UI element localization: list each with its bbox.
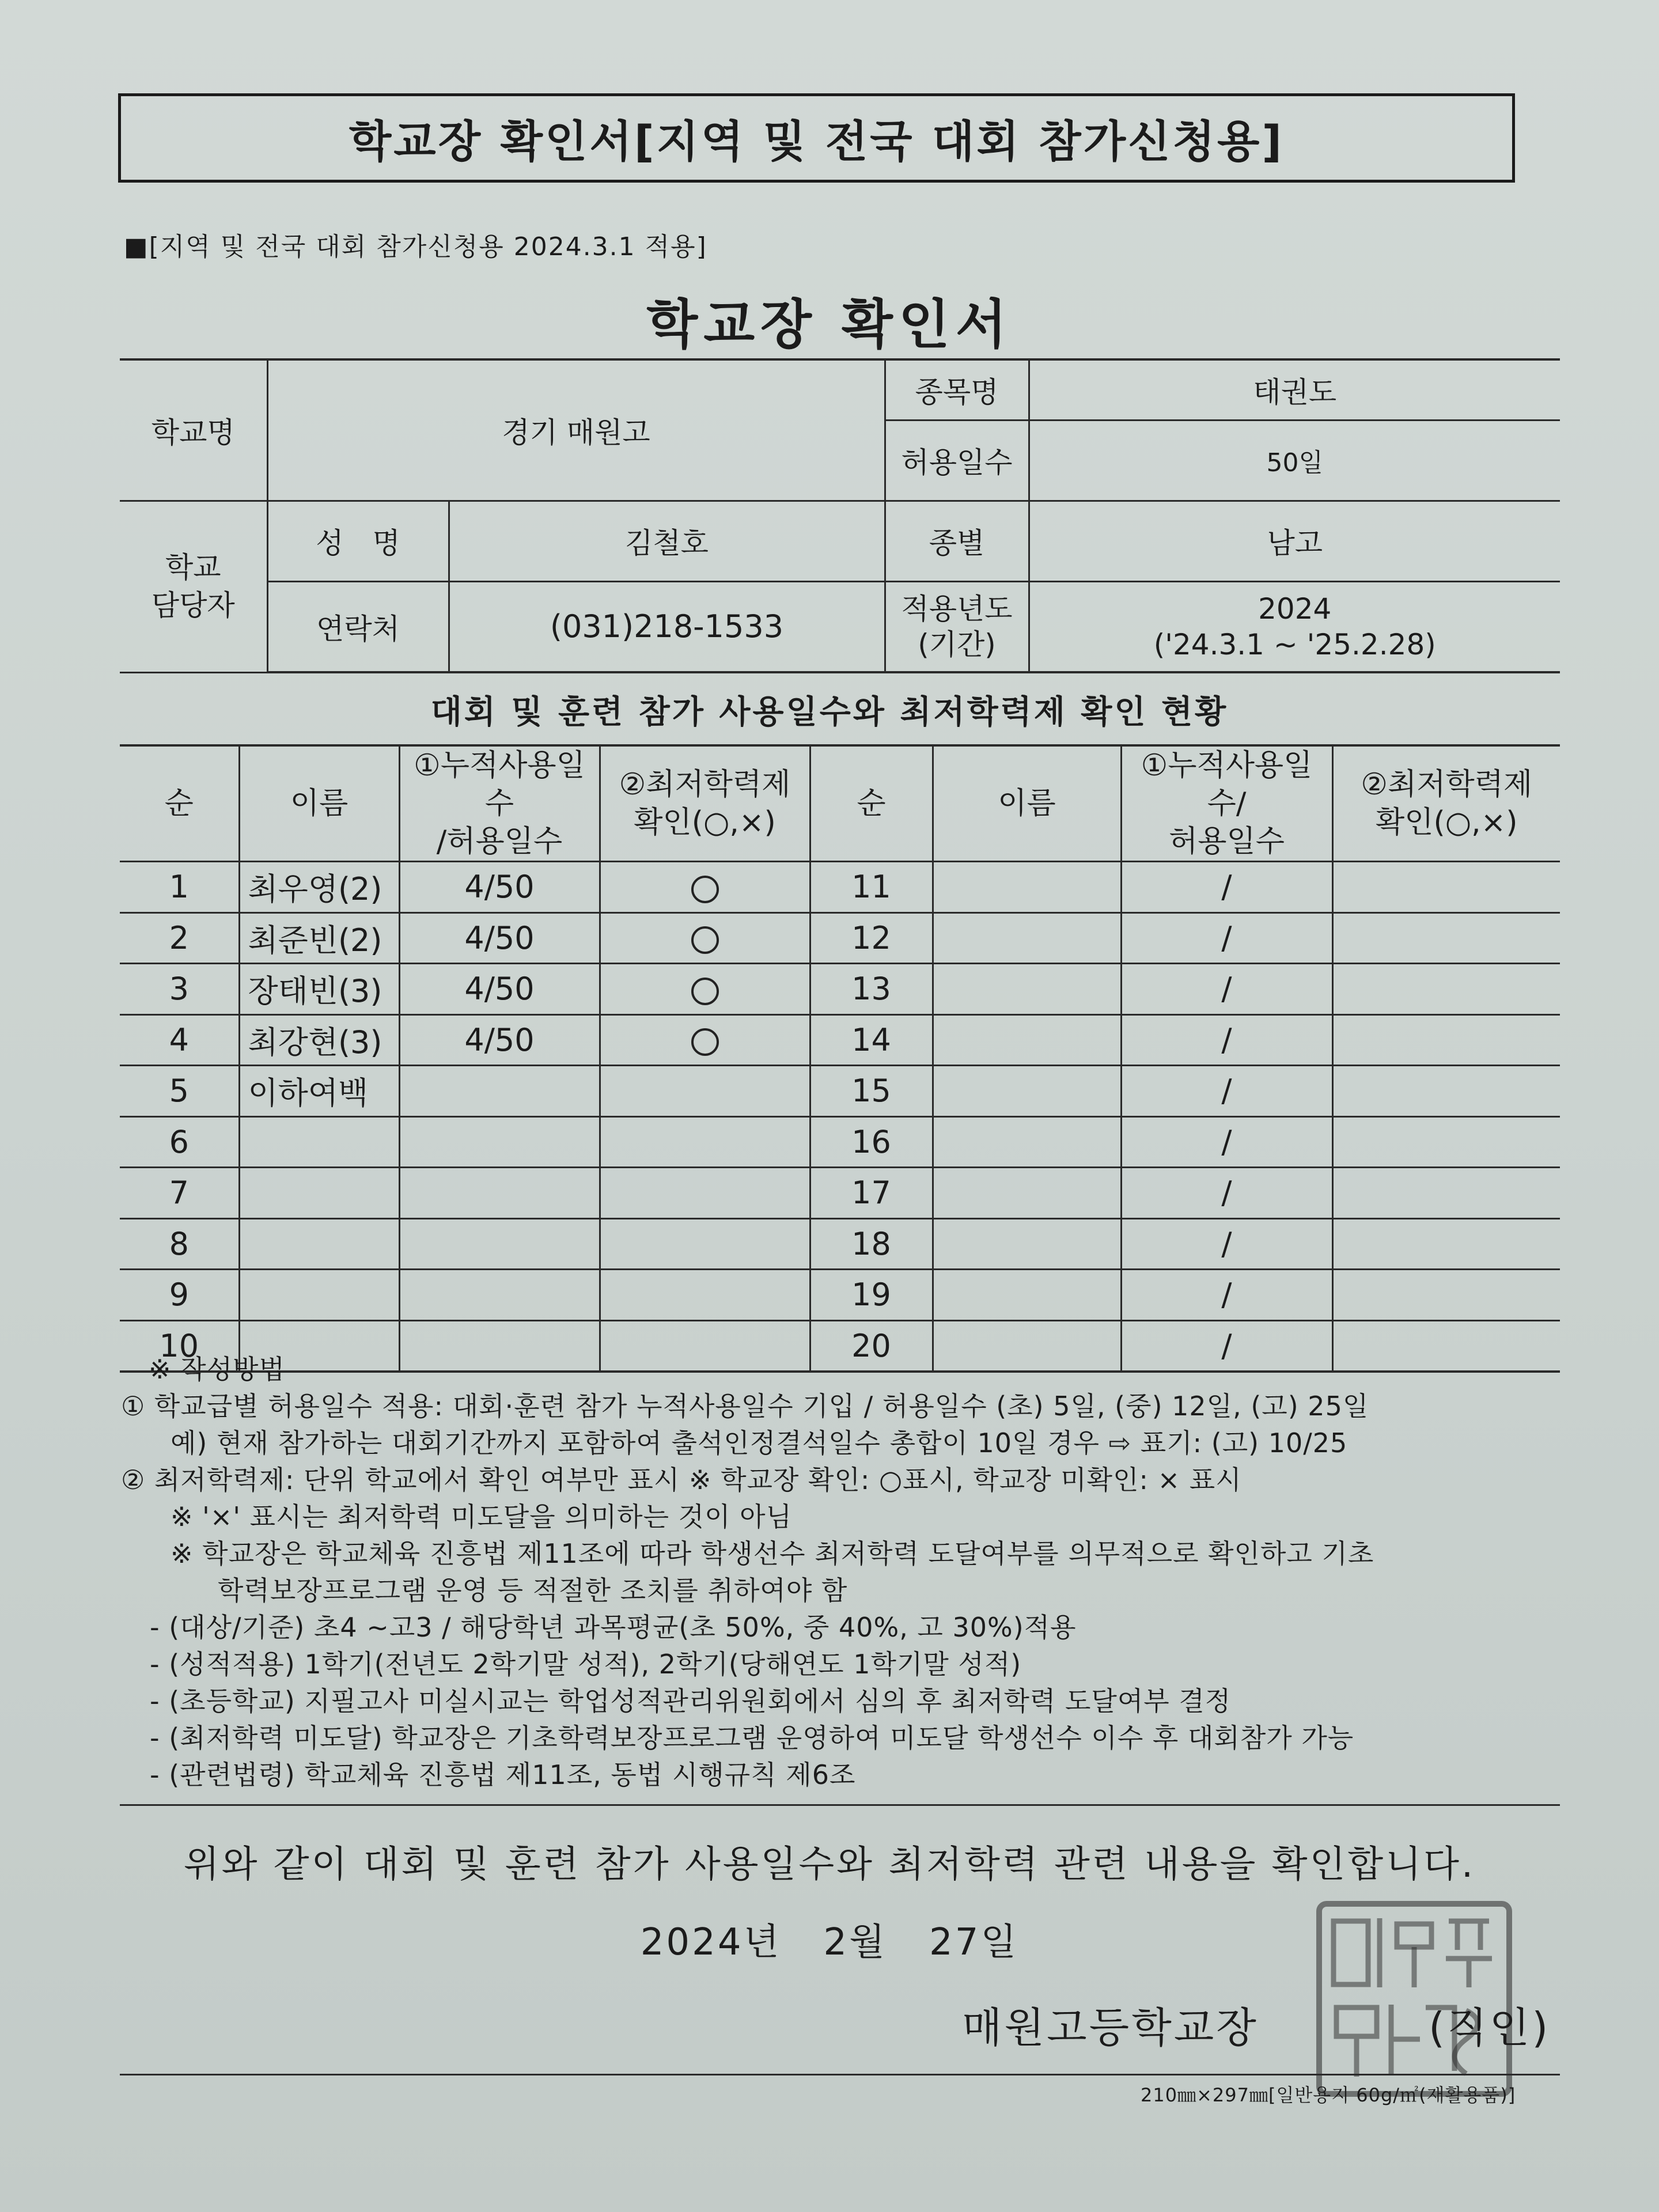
table-row [120,862,1560,913]
row-no: 8 [120,1218,239,1270]
guide-detail-below-minimum: - (최저학력 미도달) 학교장은 기초학력보장프로그램 운영하여 미도달 학생선수 이수 후 대회참가 가능 [150,1722,1354,1753]
table-row [120,912,1560,964]
row-no: 10 [120,1320,239,1372]
guide-detail-elementary: - (초등학교) 지필고사 미실시교는 학업성적관리위원회에서 심의 후 최저학력 도달여부 결정 [150,1685,1232,1717]
issue-date: 2024년 2월 27일 [640,1921,1019,1964]
document-title: 학교장 확인서 [646,294,1013,355]
row-no: 1 [120,862,239,913]
row-check-right [1332,1168,1560,1219]
row-name-right [933,1014,1121,1066]
row-check [600,1218,810,1270]
table-row [120,964,1560,1015]
row-name: 최준빈(2) [239,912,399,964]
row-name [239,1270,399,1321]
row-name [239,1218,399,1270]
row-check-right [1332,1066,1560,1117]
row-no-right: 15 [810,1066,933,1117]
row-no-right: 14 [810,1014,933,1066]
row-check-right [1332,1270,1560,1321]
event-value: 태권도 [1029,359,1560,420]
row-check [600,1270,810,1321]
guide-item-1-example: 예) 현재 참가하는 대회기간까지 포함하여 출석인정결석일수 총합이 10일 경우 ⇨ 표기: (고) 10/25 [171,1427,1348,1459]
participation-table [120,744,1560,1373]
notes-divider [120,1804,1560,1806]
contact-value: (031)218-1533 [449,581,885,672]
header-no: 순 [120,745,239,862]
row-days-right: / [1121,1320,1332,1372]
row-no: 7 [120,1168,239,1219]
school-name-value: 경기 매원고 [267,359,885,501]
row-check-right [1332,1218,1560,1270]
category-label: 종별 [885,501,1029,581]
school-manager-label: 학교 담당자 [120,501,267,672]
row-name-right [933,1218,1121,1270]
check-circle-mark [691,876,719,903]
row-name: 최우영(2) [239,862,399,913]
row-check-right [1332,912,1560,964]
row-name-right [933,862,1121,913]
row-days-right: / [1121,1066,1332,1117]
table-row [120,1218,1560,1270]
guide-title: ※ 작성방법 [149,1354,285,1385]
row-name: 최강현(3) [239,1014,399,1066]
row-check [600,1014,810,1066]
row-name [239,1116,399,1168]
row-check [600,1066,810,1117]
row-days [399,1218,600,1270]
row-days [399,1066,600,1117]
row-no-right: 17 [810,1168,933,1219]
table-header-row [120,745,1560,862]
row-days-right: / [1121,1116,1332,1168]
header-days-right: ①누적사용일수/ 허용일수 [1121,745,1332,862]
row-no-right: 19 [810,1270,933,1321]
table-row [120,1014,1560,1066]
allowed-days-label: 허용일수 [885,420,1029,501]
row-days [399,1168,600,1219]
apply-period-value: ('24.3.1 ~ '25.2.28) [1153,627,1436,661]
row-days-right: / [1121,964,1332,1015]
row-days-right: / [1121,1218,1332,1270]
manager-name-label: 성 명 [267,501,449,581]
row-no: 4 [120,1014,239,1066]
guide-item-2-note-2: ※ 학교장은 학교체육 진흥법 제11조에 따라 학생선수 최저학력 도달여부를 의무적으로 확인하고 기초 [171,1538,1374,1569]
event-label: 종목명 [885,359,1029,420]
row-days-right: / [1121,1270,1332,1321]
guide-detail-law: - (관련법령) 학교체육 진흥법 제11조, 동법 시행규칙 제6조 [150,1759,856,1790]
guide-item-2: ② 최저학력제: 단위 학교에서 확인 여부만 표시 ※ 학교장 확인: ○표시, 학교장 미확인: × 표시 [121,1464,1242,1495]
row-check [600,1168,810,1219]
confirmation-statement: 위와 같이 대회 및 훈련 참가 사용일수와 최저학력 관련 내용을 확인합니다. [183,1843,1476,1886]
guide-item-2-note-2-cont: 학력보장프로그램 운영 등 적절한 조치를 취하여야 함 [218,1575,848,1606]
manager-name-value: 김철호 [449,501,885,581]
row-no-right: 20 [810,1320,933,1372]
form-subnote: ■[지역 및 전국 대회 참가신청용 2024.3.1 적용] [124,232,707,262]
paper-spec-footer: 210㎜×297㎜[일반용지 60g/㎡(재활용품)] [1141,2084,1516,2106]
row-no-right: 16 [810,1116,933,1168]
guide-detail-grades: - (성적적용) 1학기(전년도 2학기말 성적), 2학기(당해연도 1학기말 성적) [150,1649,1022,1680]
row-name-right [933,1116,1121,1168]
row-no: 2 [120,912,239,964]
row-days-right: / [1121,1168,1332,1219]
header-no-right: 순 [810,745,933,862]
row-no: 9 [120,1270,239,1321]
apply-year-label: 적용년도 (기간) [885,581,1029,672]
row-name-right [933,912,1121,964]
school-info-table [120,358,1560,673]
row-check [600,1116,810,1168]
header-title-box [118,93,1515,183]
header-name: 이름 [239,745,399,862]
table-row [120,1270,1560,1321]
header-title: 학교장 확인서[지역 및 전국 대회 참가신청용] [349,116,1285,167]
table-row [120,1116,1560,1168]
row-name-right [933,1066,1121,1117]
row-days: 4/50 [399,1014,600,1066]
check-circle-mark [691,978,719,1005]
row-days-right: / [1121,1014,1332,1066]
apply-year-cell [1029,581,1560,672]
row-days [399,1270,600,1321]
row-no: 3 [120,964,239,1015]
row-days: 4/50 [399,862,600,913]
allowed-days-value: 50일 [1029,420,1560,501]
row-days-right: / [1121,912,1332,964]
table-row [120,1066,1560,1117]
row-no: 6 [120,1116,239,1168]
row-name-right [933,964,1121,1015]
header-name-right: 이름 [933,745,1121,862]
section-title: 대회 및 훈련 참가 사용일수와 최저학력제 확인 현황 [430,694,1229,731]
row-check [600,912,810,964]
row-name: 장태빈(3) [239,964,399,1015]
official-seal-label: (직인) [1429,2003,1551,2052]
guide-detail-target: - (대상/기준) 초4 ~고3 / 해당학년 과목평균(초 50%, 중 40%, 고 30%)적용 [150,1612,1077,1643]
row-name [239,1168,399,1219]
header-check: ②최저학력제 확인(○,×) [600,745,810,862]
school-name-label: 학교명 [120,359,267,501]
guide-item-1: ① 학교급별 허용일수 적용: 대회·훈련 참가 누적사용일수 기입 / 허용일수 (초) 5일, (중) 12일, (고) 25일 [121,1391,1369,1422]
row-days [399,1116,600,1168]
row-check [600,964,810,1015]
header-check-right: ②최저학력제 확인(○,×) [1332,745,1560,862]
row-name: 이하여백 [239,1066,399,1117]
check-circle-mark [691,926,719,954]
check-circle-mark [691,1028,719,1056]
row-check-right [1332,862,1560,913]
row-no-right: 18 [810,1218,933,1270]
row-days: 4/50 [399,964,600,1015]
row-no-right: 13 [810,964,933,1015]
guide-item-2-note-1: ※ '×' 표시는 최저학력 미도달을 의미하는 것이 아님 [171,1501,793,1532]
row-check-right [1332,1014,1560,1066]
row-check-right [1332,1116,1560,1168]
row-no: 5 [120,1066,239,1117]
apply-year-value: 2024 [1258,592,1332,626]
row-days: 4/50 [399,912,600,964]
footer-divider [120,2074,1560,2075]
row-check [600,862,810,913]
header-days: ①누적사용일수 /허용일수 [399,745,600,862]
category-value: 남고 [1029,501,1560,581]
writing-guide [121,1351,1561,1793]
table-row [120,1168,1560,1219]
row-no-right: 12 [810,912,933,964]
row-name-right [933,1270,1121,1321]
row-days-right: / [1121,862,1332,913]
row-no-right: 11 [810,862,933,913]
principal-signature: 매원고등학교장 [962,2003,1259,2052]
contact-label: 연락처 [267,581,449,672]
row-name-right [933,1168,1121,1219]
row-check-right [1332,964,1560,1015]
